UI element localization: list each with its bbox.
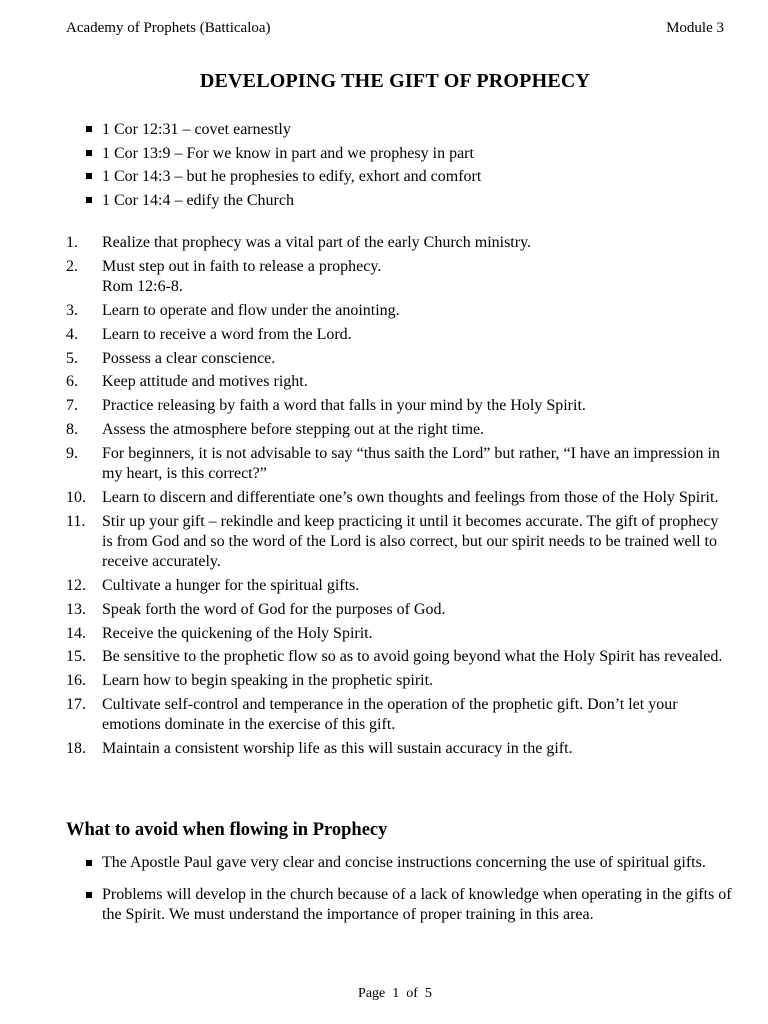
step-text [102,257,726,297]
page-number-footer: Page 1 of 5 [358,986,432,1001]
avoid-section-heading: What to avoid when flowing in Prophecy [66,820,388,840]
step-item [66,301,726,321]
step-item [66,739,726,759]
reference-item [86,165,481,189]
avoid-item [86,885,736,925]
step-text: Learn how to begin speaking in the prophetic spirit. [102,672,434,690]
step-item [66,396,726,416]
step-text: Cultivate self-control and temperance in the operation of the prophetic gift. Don’t let your emotions dominate in the exercise of this gift. [102,696,678,734]
step-number: 15. [66,648,86,666]
header-academy-name: Academy of Prophets (Batticaloa) [66,20,271,36]
step-number: 8. [66,421,78,439]
step-item [66,488,726,508]
step-text: Learn to receive a word from the Lord. [102,325,352,343]
step-item [66,624,726,644]
reference-item [86,189,481,213]
step-text: Receive the quickening of the Holy Spirit. [102,624,373,642]
step-number: 4. [66,325,78,343]
square-bullet-icon [86,197,92,203]
step-text: Keep attitude and motives right. [102,373,308,391]
step-number: 5. [66,349,78,367]
step-item [66,444,726,484]
step-number: 10. [66,489,86,507]
page-header [66,20,724,37]
square-bullet-icon [86,126,92,132]
step-text: Practice releasing by faith a word that falls in your mind by the Holy Spirit. [102,397,586,415]
header-module-label: Module 3 [666,20,724,36]
square-bullet-icon [86,885,102,925]
step-text: Possess a clear conscience. [102,349,276,367]
avoid-item-text: The Apostle Paul gave very clear and concise instructions concerning the use of spiritual gifts. [102,854,706,871]
reference-text: 1 Cor 13:9 – For we know in part and we prophesy in part [102,144,474,162]
step-item [66,257,726,297]
step-item [66,420,726,440]
step-scripture-reference: Rom 12:6-8. [102,277,183,295]
avoid-list [86,853,736,937]
avoid-item-text: Problems will develop in the church because of a lack of knowledge when operating in the gifts of the Spirit. We must understand the importance of proper training in this area. [102,886,732,923]
step-text: Realize that prophecy was a vital part of the early Church ministry. [102,234,532,251]
step-text: Learn to operate and flow under the anointing. [102,301,400,319]
reference-text: 1 Cor 12:31 – covet earnestly [102,121,291,138]
step-item [66,349,726,369]
step-number: 3. [66,301,78,319]
reference-item [86,118,481,142]
step-number: 18. [66,740,86,758]
step-number: 9. [66,445,78,463]
step-number: 17. [66,696,86,714]
step-text: Stir up your gift – rekindle and keep practicing it until it becomes accurate. The gift of prophecy is from God and so the word of the Lord is also correct, but our spirit needs to be trained well to receive accurately. [102,512,719,570]
step-number: 6. [66,373,78,391]
step-text: Cultivate a hunger for the spiritual gifts. [102,576,360,594]
square-bullet-icon [86,150,92,156]
step-text: Learn to discern and differentiate one’s own thoughts and feelings from those of the Holy Spirit. [102,489,719,507]
reference-text: 1 Cor 14:3 – but he prophesies to edify, exhort and comfort [102,168,482,185]
step-text: Assess the atmosphere before stepping out at the right time. [102,421,485,439]
step-text: For beginners, it is not advisable to say “thus saith the Lord” but rather, “I have an impression in my heart, is this correct?” [102,445,720,483]
step-number: 11. [66,512,86,530]
step-number: 14. [66,624,86,642]
steps-list [66,233,726,763]
step-text: Speak forth the word of God for the purposes of God. [102,600,446,618]
square-bullet-icon [86,853,102,873]
square-bullet-icon [86,173,92,179]
step-item [66,325,726,345]
avoid-item [86,853,736,873]
step-item [66,695,726,735]
step-text: Maintain a consistent worship life as this will sustain accuracy in the gift. [102,740,573,758]
step-item [66,512,726,572]
reference-text: 1 Cor 14:4 – edify the Church [102,191,294,209]
step-main-text: Must step out in faith to release a prophecy. [102,257,382,275]
document-title: DEVELOPING THE GIFT OF PROPHECY [199,70,591,92]
step-text: Be sensitive to the prophetic flow so as to avoid going beyond what the Holy Spirit has revealed. [102,648,723,666]
step-item [66,233,726,253]
step-number: 13. [66,600,86,618]
step-item [66,576,726,596]
step-item [66,600,726,620]
step-number: 16. [66,672,86,690]
scripture-reference-list [86,118,481,212]
step-item [66,647,726,667]
step-number: 7. [66,397,78,415]
step-number: 12. [66,576,86,594]
step-number: 1. [66,234,78,251]
step-number: 2. [66,257,78,275]
step-item [66,671,726,691]
step-item [66,372,726,392]
reference-item [86,142,481,166]
